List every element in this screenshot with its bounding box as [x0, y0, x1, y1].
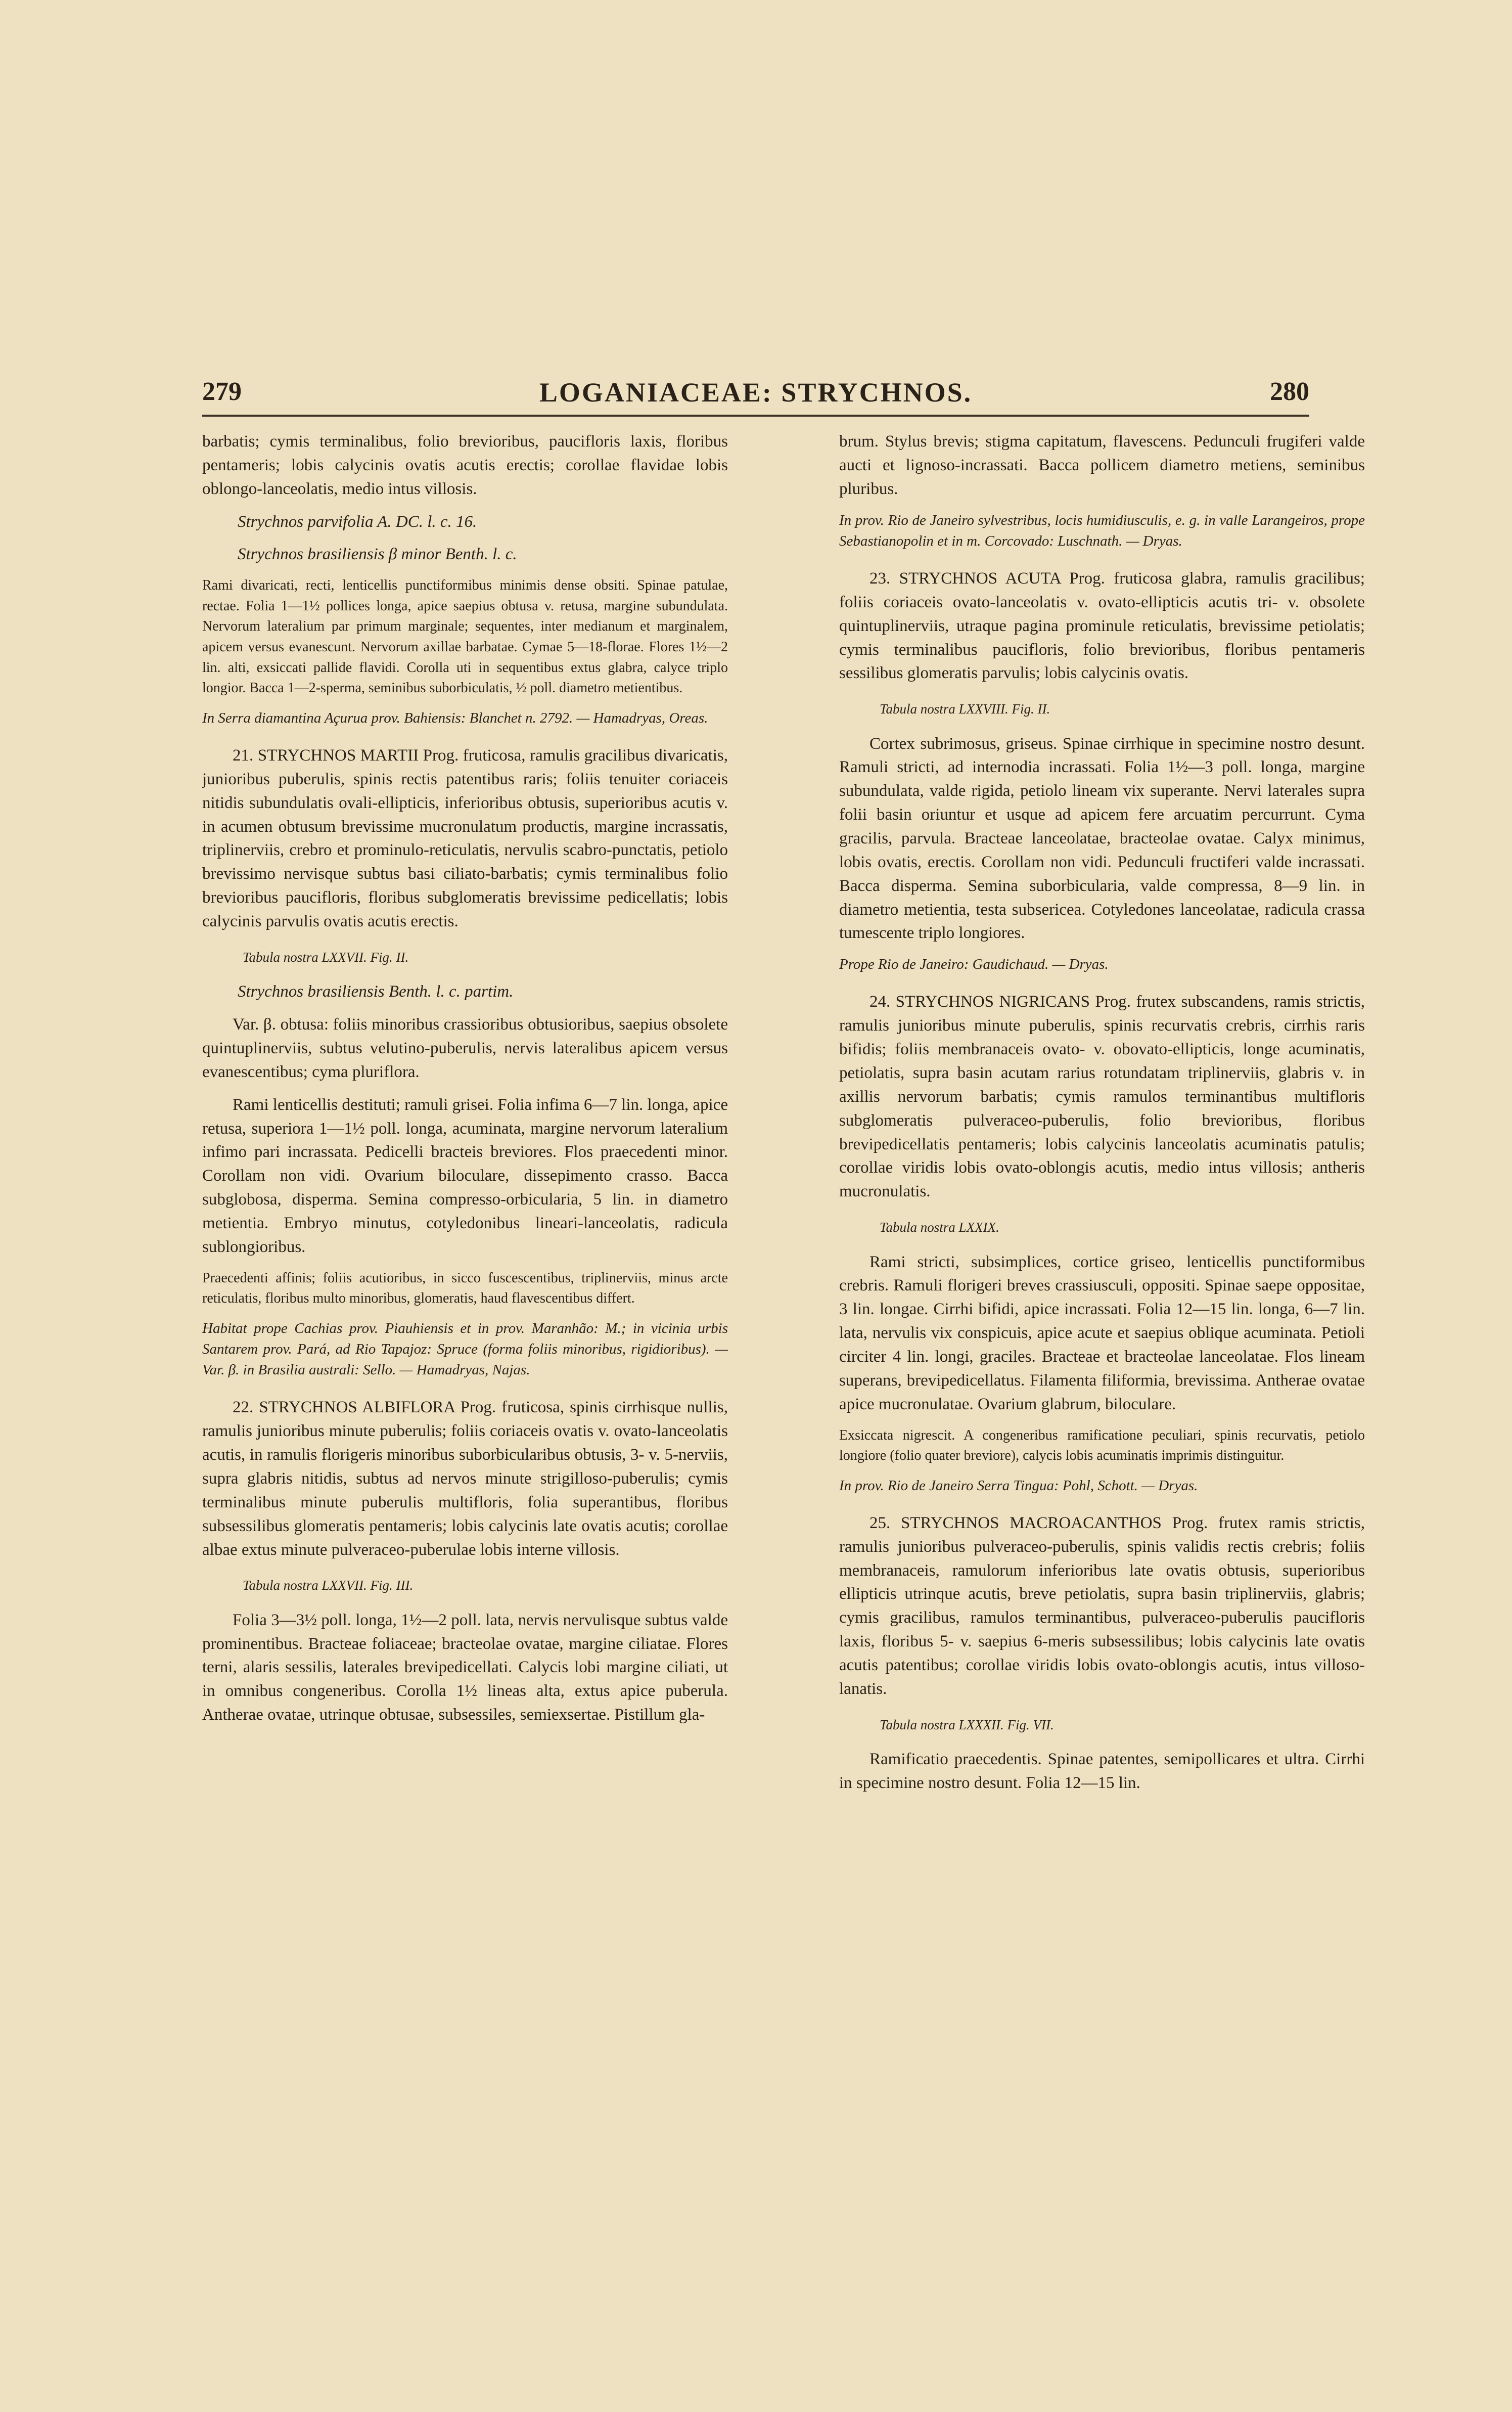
description-paragraph: Rami divaricati, recti, lenticellis punctiformibus minimis dense obsiti. Spinae patulae, rectae. Folia 1—1½ pollices longa, apice saepius obtusa v. retusa, margine subundulata. Nervorum lateralium par primum marginale; sequentes, inter medianum et marginalem, apicem versus evanescunt. Nervorum axillae barbatae. Cymae 5—18-florae. Flores 1½—2 lin. alti, exsiccati pallide flavidi. Corolla uti in sequentibus extus glabra, calyce triplo longior. Bacca 1—2-sperma, seminibus suborbiculatis, ½ poll. diametro metientibus. — [202, 577, 728, 696]
plate-reference: Tabula nostra LXXVII. Fig. III. — [243, 1578, 414, 1593]
running-title-genus: STRYCHNOS. — [781, 377, 973, 408]
plate-reference: Tabula nostra LXXVII. Fig. II. — [243, 949, 409, 965]
page-number-right: 280 — [1270, 377, 1309, 406]
habitat-line: Prope Rio de Janeiro: Gaudichaud. — Dryas. — [839, 956, 1109, 973]
species-entry-23: 23. STRYCHNOS ACUTA Prog. fruticosa glabra, ramulis gracilibus; foliis coriaceis ovato-lanceolatis v. ovato-ellipticis acutis tri- v. obsolete quintuplinerviis, utraque pagina prominule reticulatis, brevissime petiolatis; cymis terminalibus paucifloris, folio brevioribus, floribus pentameris sessilibus glomeratis parvulis; lobis calycinis ovatis. — [839, 569, 1365, 683]
plate-reference: Tabula nostra LXXIX. — [880, 1220, 999, 1235]
description-paragraph: Cortex subrimosus, griseus. Spinae cirrhique in specimine nostro desunt. Ramuli stricti, ad internodia incrassati. Folia 1½—3 poll. longa, margine subundulata, valde rigida, petiolo lineam vix superante. Nervi laterales supra folii basin oriuntur et usque ad apicem fere arcuatim percurrunt. Cyma gracilis, parvula. Bracteae lanceolatae, bracteolae ovatae. Calyx minimus, lobis ovatis, erectis. Corollam non vidi. Pedunculi fructiferi valde incrassati. Bacca disperma. Semina suborbicularia, valde compressa, 8—9 lin. in diametro metientia, testa subsericea. Cotyledones lanceolatae, radicula crassa tumescente triplo longiores. — [839, 734, 1365, 943]
header-rule — [202, 415, 1309, 417]
species-entry-22: 22. STRYCHNOS ALBIFLORA Prog. fruticosa, spinis cirrhisque nullis, ramulis junioribus minute puberulis; foliis coriaceis ovatis v. ovato-lanceolatis acutis, in ramulis florigeris minoribus suborbicularibus obtusis, 3- v. 5-nerviis, supra glabris nitidis, subtus ad nervos minute strigilloso-puberulis; cymis terminalibus minute puberulis multifloris, folia superantibus, floribus subsessilibus glomeratis pentameris; lobis calycinis late ovatis acutis; corollae albae extus minute pulveraceo-puberulae lobis interne villosis. — [202, 1398, 728, 1559]
plate-reference: Tabula nostra LXXXII. Fig. VII. — [880, 1717, 1054, 1732]
synonym: Strychnos parvifolia A. DC. l. c. 16. — [238, 512, 477, 531]
species-entry-24: 24. STRYCHNOS NIGRICANS Prog. frutex subscandens, ramis strictis, ramulis junioribus minute puberulis, spinis recurvatis crebris, cirrhis raris bifidis; foliis membranaceis ovato- v. obovato-ellipticis, longe acuminatis, petiolatis, supra basin acutam rarius rotundatam triplinerviis, glabris v. in axillis nervorum barbatis; cymis ramulos terminantibus multifloris subglomeratis pulveraceo-puberulis, folio brevioribus, floribus brevipedicellatis pentameris; lobis calycinis lanceolatis acuminatis patulis; corollae viridis lobis ovato-oblongis acutis, medio intus villosis; antheris mucronulatis. — [839, 993, 1365, 1201]
habitat-line: In Serra diamantina Açurua prov. Bahiensis: Blanchet n. 2792. — Hamadryas, Oreas. — [202, 709, 708, 726]
running-title-family: LOGANIACEAE: — [539, 377, 773, 408]
running-title — [202, 377, 1309, 408]
description-paragraph: Ramificatio praecedentis. Spinae patentes, semipollicares et ultra. Cirrhi in specimine nostro desunt. Folia 12—15 lin. — [839, 1750, 1365, 1792]
variety-paragraph: Var. β. obtusa: foliis minoribus crassioribus obtusioribus, saepius obsolete quintuplinerviis, subtus velutino-puberulis, nervis lateralibus apicem versus evanescentibus; cyma pluriflora. — [202, 1015, 728, 1081]
species-entry-21: 21. STRYCHNOS MARTII Prog. fruticosa, ramulis gracilibus divaricatis, junioribus puberulis, spinis rectis patentibus raris; foliis tenuiter coriaceis nitidis subundulatis ovali-ellipticis, inferioribus obtusis, superioribus acutis v. in acumen obtusum brevissime mucronulatum productis, margine incrassatis, triplinerviis, crebro et prominulo-reticulatis, nervulis scabro-punctatis, petiolo brevissimo nervisque subtus basi ciliato-barbatis; cymis terminalibus folio brevioribus paucifloris, floribus subglomeratis brevissime pedicellatis; lobis calycinis parvulis ovatis acutis erectis. — [202, 746, 728, 931]
description-paragraph: Rami stricti, subsimplices, cortice griseo, lenticellis punctiformibus crebris. Ramuli florigeri breves crassiusculi, oppositi. Spinae saepe oppositae, 3 lin. longae. Cirrhi bifidi, apice incrassati. Folia 12—15 lin. longa, 6—7 lin. lata, nervulis vix conspicuis, apice acute et saepius oblique acuminata. Petioli circiter 4 lin. longi, graciles. Bracteae et bracteolae lanceolatae. Flos lineam superans, brevipedicellatus. Filamenta filiformia, brevissima. Antherae ovatae apice mucronulatae. Ovarium glabrum, biloculare. — [839, 1253, 1365, 1413]
paragraph: barbatis; cymis terminalibus, folio brevioribus, paucifloris laxis, floribus pentameris; lobis calycinis ovatis acutis erectis; corollae flavidae lobis oblongo-lanceolatis, medio intus villosis. — [202, 432, 728, 498]
note-paragraph: Praecedenti affinis; foliis acutioribus, in sicco fuscescentibus, triplinerviis, minus arcte reticulatis, floribus multo minoribus, glomeratis, haud flavescentibus differt. — [202, 1270, 728, 1307]
description-paragraph: Rami lenticellis destituti; ramuli grisei. Folia infima 6—7 lin. longa, apice retusa, superiora 1—1½ poll. longa, acuminata, margine nervorum lateralium infimo pari incrassata. Pedicelli bracteis breviores. Flos praecedenti minor. Corollam non vidi. Ovarium biloculare, dissepimento crasso. Bacca subglobosa, disperma. Semina compresso-orbicularia, 5 lin. in diametro metientia. Embryo minutus, cotyledonibus lineari-lanceolatis, radicula sublongioribus. — [202, 1095, 728, 1256]
page-number-left: 279 — [202, 377, 242, 406]
synonym: Strychnos brasiliensis Benth. l. c. partim. — [238, 982, 514, 1001]
left-column — [202, 430, 728, 2190]
paragraph: brum. Stylus brevis; stigma capitatum, flavescens. Pedunculi frugiferi valde aucti et lignoso-incrassati. Bacca pollicem diametro metiens, seminibus pluribus. — [839, 432, 1365, 498]
species-entry-25: 25. STRYCHNOS MACROACANTHOS Prog. frutex ramis strictis, ramulis junioribus pulveraceo-puberulis, spinis validis rectis crebris; foliis membranaceis, ramulorum inferioribus late ovatis obtusis, superioribus ellipticis utrinque acutis, breve petiolatis, supra basin triplinerviis, glabris; cymis gracilibus, ramulos terminantibus, pulveraceo-puberulis paucifloris laxis, floribus 5- v. saepius 6-meris subsessilibus; lobis calycinis late ovatis acutis patentibus; corollae viridis lobis ovato-oblongis acutis, intus villoso-lanatis. — [839, 1513, 1365, 1698]
habitat-line: Habitat prope Cachias prov. Piauhiensis et in prov. Maranhão: M.; in vicinia urbis Santarem prov. Pará, ad Rio Tapajoz: Spruce (forma foliis minoribus, rigidioribus). — Var. β. in Brasilia australi: Sello. — Hamadryas, Najas. — [202, 1320, 728, 1378]
right-column — [839, 430, 1365, 2190]
habitat-line: In prov. Rio de Janeiro Serra Tingua: Pohl, Schott. — Dryas. — [839, 1477, 1198, 1494]
description-paragraph: Folia 3—3½ poll. longa, 1½—2 poll. lata, nervis nervulisque subtus valde prominentibus. Bracteae foliaceae; bracteolae ovatae, margine ciliatae. Flores terni, alaris sessilis, laterales brevipedicellati. Calycis lobi margine ciliati, ut in omnibus congeneribus. Corolla 1½ lineas alta, extus apice puberula. Antherae ovatae, utrinque obtusae, subsessiles, semiexsertae. Pistillum gla- — [202, 1611, 728, 1724]
habitat-line: In prov. Rio de Janeiro sylvestribus, locis humidiusculis, e. g. in valle Larangeiros, prope Sebastianopolin et in m. Corcovado: Luschnath. — Dryas. — [839, 512, 1365, 549]
plate-reference: Tabula nostra LXXVIII. Fig. II. — [880, 701, 1050, 717]
synonym: Strychnos brasiliensis β minor Benth. l. c. — [238, 545, 517, 564]
note-paragraph: Exsiccata nigrescit. A congeneribus ramificatione peculiari, spinis recurvatis, petiolo longiore (folio quater breviore), calycis lobis acuminatis imprimis distinguitur. — [839, 1427, 1365, 1464]
